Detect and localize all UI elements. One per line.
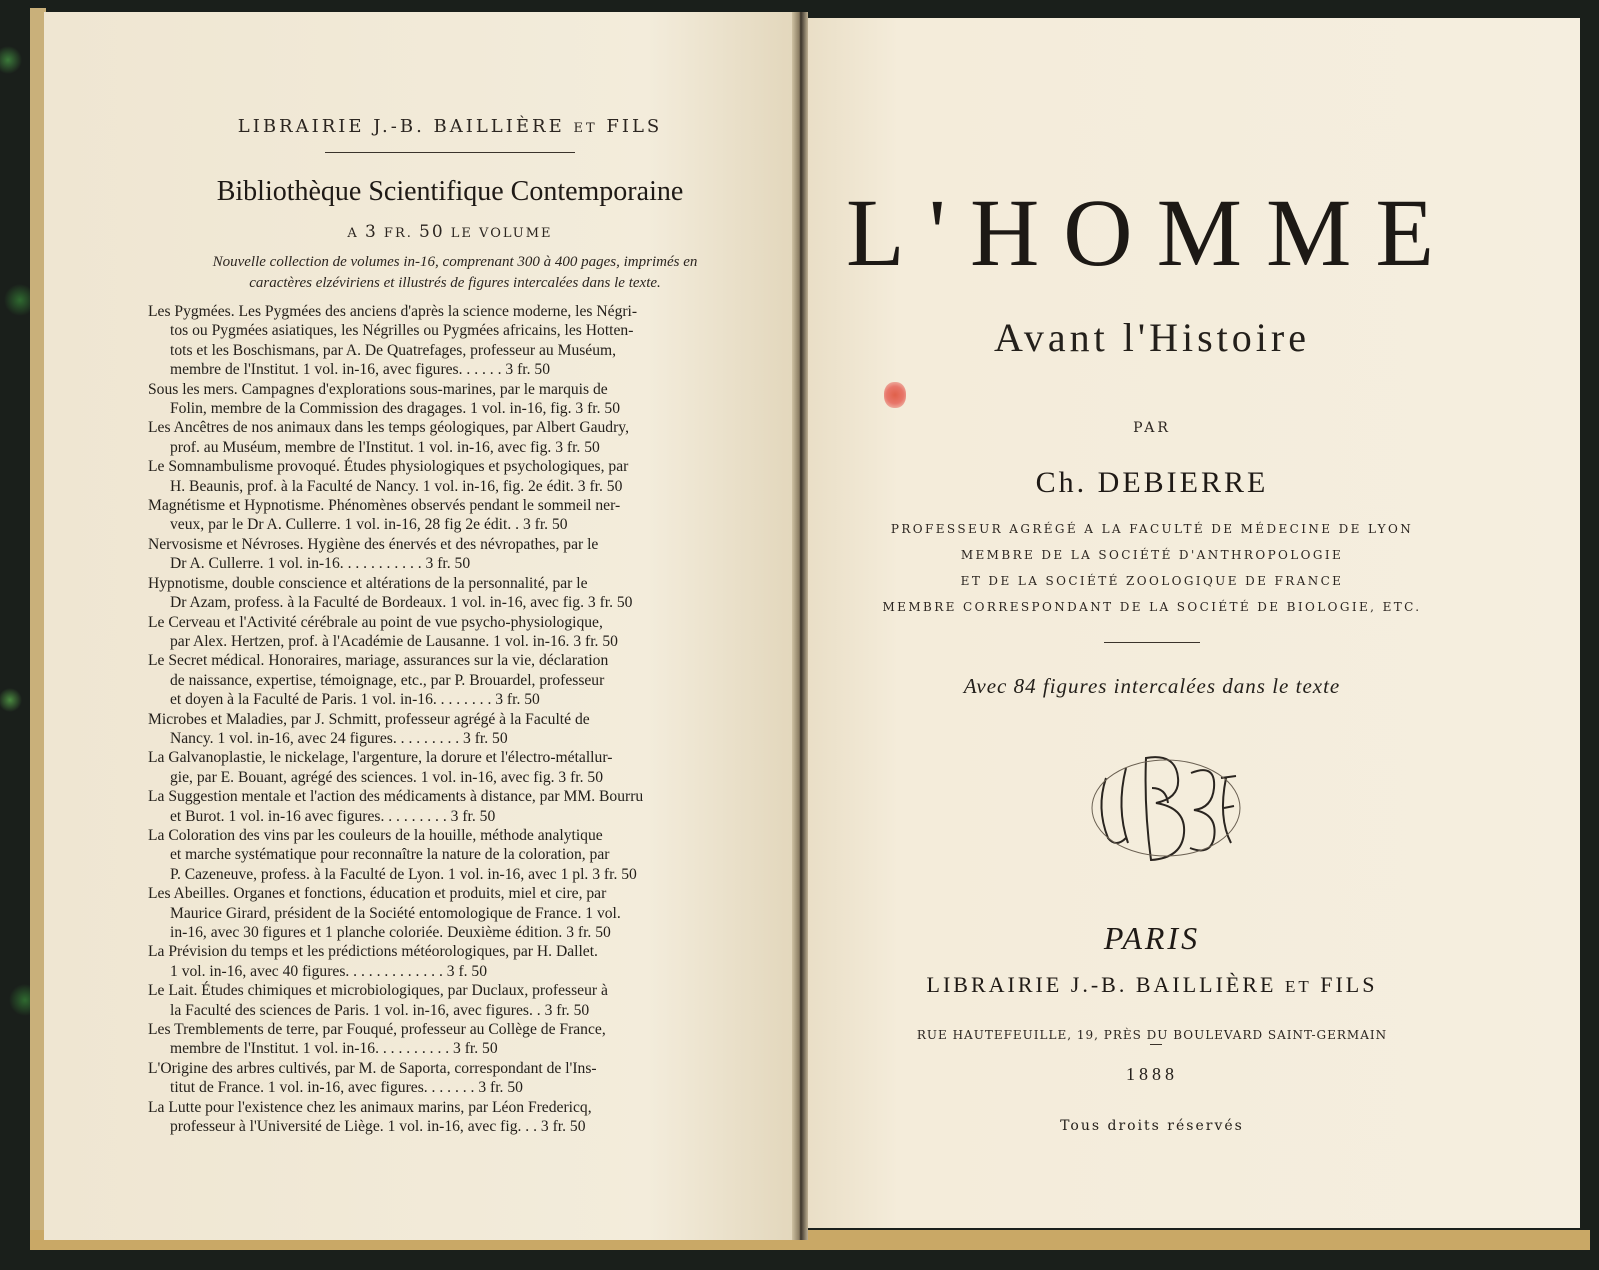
series-title: Bibliothèque Scientifique Contemporaine: [216, 176, 684, 207]
catalog-entry-line: P. Cazeneuve, profess. à la Faculté de Lyon. 1 vol. in-16, avec 1 pl. 3 fr. 50: [170, 865, 637, 883]
catalog-entry: [148, 1059, 764, 1098]
catalog-entry-line: par Alex. Hertzen, prof. à l'Académie de Lausanne. 1 vol. in-16. 3 fr. 50: [170, 632, 618, 650]
catalog-entry-line: Maurice Girard, président de la Société entomologique de France. 1 vol.: [170, 904, 621, 922]
catalog-entry: [148, 496, 764, 535]
catalog-entry-line: Nervosisme et Névroses. Hygiène des énervés et des névropathes, par le: [148, 535, 599, 553]
catalog-entry-line: Le Secret médical. Honoraires, mariage, assurances sur la vie, déclaration: [148, 652, 609, 670]
catalog-entry-line: et marche systématique pour reconnaître la nature de la coloration, par: [170, 846, 610, 864]
catalog-entry-line: Microbes et Maladies, par J. Schmitt, professeur agrégé à la Faculté de: [148, 710, 590, 728]
title-rule: [1104, 642, 1200, 643]
catalog-entry-line: L'Origine des arbres cultivés, par M. de Saporta, correspondant de l'Ins-: [148, 1059, 597, 1077]
catalog-entry: [148, 981, 764, 1020]
catalog-entries: [148, 302, 764, 1136]
intro-line: caractères elzéviriens et illustrés de figures intercalées dans le texte.: [249, 275, 661, 291]
catalog-entry-line: Magnétisme et Hypnotisme. Phénomènes observés pendant le sommeil ner-: [148, 497, 621, 515]
book-gutter: [792, 12, 808, 1240]
catalog-entry-line: membre de l'Institut. 1 vol. in-16. . . . . . . . . . 3 fr. 50: [170, 1040, 498, 1058]
catalog-entry-line: H. Beaunis, prof. à la Faculté de Nancy. 1 vol. in-16, fig. 2e édit. 3 fr. 50: [170, 477, 623, 495]
catalog-entry-line: de naissance, expertise, témoignage, etc., par P. Brouardel, professeur: [170, 671, 605, 689]
rights-notice: Tous droits réservés: [1060, 1118, 1244, 1134]
catalog-entry: [148, 710, 764, 749]
catalog-entry-line: gie, par E. Bouant, agrégé des sciences. 1 vol. in-16, avec fig. 3 fr. 50: [170, 768, 604, 786]
red-stain: [884, 382, 906, 408]
catalog-entry: [148, 748, 764, 787]
catalog-entry-line: professeur à l'Université de Liège. 1 vol. in-16, avec fig. . . 3 fr. 50: [170, 1118, 586, 1136]
catalog-entry-line: Le Lait. Études chimiques et microbiologiques, par Duclaux, professeur à: [148, 982, 608, 1000]
book-title: L'HOMME: [846, 179, 1458, 286]
price-prefix: A: [347, 226, 359, 241]
price-suffix: LE VOLUME: [450, 226, 553, 241]
catalog-entry-line: Hypnotisme, double conscience et altérations de la personnalité, par le: [148, 574, 588, 592]
catalog-entry: [148, 302, 764, 380]
catalog-entry-line: 1 vol. in-16, avec 40 figures. . . . . . . . . . . . . 3 f. 50: [170, 962, 488, 980]
catalog-entry: [148, 613, 764, 652]
catalog-entry-line: in-16, avec 30 figures et 1 planche coloriée. Deuxième édition. 3 fr. 50: [170, 924, 611, 941]
catalog-entry-line: et Burot. 1 vol. in-16 avec figures. . . . . . . . . 3 fr. 50: [170, 807, 496, 825]
publisher-end: FILS: [1320, 972, 1378, 997]
publisher-main: LIBRAIRIE J.-B. BAILLIÈRE: [926, 972, 1277, 997]
catalog-entry-line: et doyen à la Faculté de Paris. 1 vol. in-16. . . . . . . . 3 fr. 50: [170, 691, 540, 709]
catalog-entry-line: titut de France. 1 vol. in-16, avec figures. . . . . . . 3 fr. 50: [170, 1079, 523, 1097]
price-francs: 3: [364, 222, 378, 242]
right-publisher: [832, 972, 1472, 998]
city: PARIS: [1103, 920, 1201, 956]
catalog-entry: [148, 826, 764, 884]
catalog-entry-line: tots et les Boschismans, par A. De Quatrefages, professeur au Muséum,: [170, 341, 617, 359]
figures-note: Avec 84 figures intercalées dans le texte: [963, 674, 1341, 698]
catalog-entry-line: La Coloration des vins par les couleurs de la houille, méthode analytique: [148, 826, 603, 844]
author-credential: ET DE LA SOCIÉTÉ ZOOLOGIQUE DE FRANCE: [960, 574, 1344, 588]
catalog-entry-line: La Lutte pour l'existence chez les animaux marins, par Léon Fredericq,: [148, 1098, 592, 1116]
catalog-entry: [148, 942, 764, 981]
left-header-rule: [325, 152, 575, 153]
author-credential: MEMBRE CORRESPONDANT DE LA SOCIÉTÉ DE BIOLOGIE, ETC.: [882, 600, 1422, 614]
catalog-entry: [148, 884, 764, 942]
catalog-entry-line: Folin, membre de la Commission des dragages. 1 vol. in-16, fig. 3 fr. 50: [170, 400, 620, 418]
left-publisher-end: FILS: [606, 116, 663, 137]
address-rule: [1150, 1044, 1162, 1045]
catalog-entry-line: La Galvanoplastie, le nickelage, l'argenture, la dorure et l'électro-métallur-: [148, 749, 613, 767]
catalog-entry-line: la Faculté des sciences de Paris. 1 vol. in-16, avec figures. . 3 fr. 50: [170, 1001, 590, 1019]
catalog-entry: [148, 380, 764, 419]
catalog-entry: [148, 457, 764, 496]
catalog-entry-line: veux, par le Dr A. Cullerre. 1 vol. in-16, 28 fig 2e édit. . 3 fr. 50: [170, 516, 568, 534]
catalog-entry-line: Dr Azam, profess. à la Faculté de Bordeaux. 1 vol. in-16, avec fig. 3 fr. 50: [170, 594, 633, 612]
catalog-entry-line: Nancy. 1 vol. in-16, avec 24 figures. . . . . . . . . 3 fr. 50: [170, 729, 508, 747]
catalog-entry-line: membre de l'Institut. 1 vol. in-16, avec figures. . . . . . 3 fr. 50: [170, 361, 551, 379]
catalog-entry: [148, 1020, 764, 1059]
catalog-entry: [148, 418, 764, 457]
author-credential: PROFESSEUR AGRÉGÉ A LA FACULTÉ DE MÉDECINE DE LYON: [890, 522, 1414, 536]
book-subtitle: Avant l'Histoire: [994, 315, 1310, 360]
catalog-entry-line: Dr A. Cullerre. 1 vol. in-16. . . . . . . . . . . 3 fr. 50: [170, 555, 471, 573]
catalog-entry-line: Le Somnambulisme provoqué. Études physiologiques et psychologiques, par: [148, 458, 629, 476]
catalog-entry: [148, 535, 764, 574]
catalog-entry-line: Sous les mers. Campagnes d'explorations sous-marines, par le marquis de: [148, 380, 608, 398]
author-credential: MEMBRE DE LA SOCIÉTÉ D'ANTHROPOLOGIE: [960, 548, 1344, 562]
left-publisher-et: ET: [573, 121, 598, 136]
author-name: Ch. DEBIERRE: [1035, 466, 1269, 499]
catalog-entry: [148, 574, 764, 613]
price-centimes: 50: [419, 222, 445, 242]
left-publisher-main: LIBRAIRIE J.-B. BAILLIÈRE: [237, 116, 565, 137]
catalog-entry-line: tos ou Pygmées asiatiques, les Négrilles ou Pygmées africains, les Hotten-: [170, 322, 634, 340]
catalog-entry-line: prof. au Muséum, membre de l'Institut. 1 vol. in-16, avec fig. 3 fr. 50: [170, 438, 600, 456]
series-price: [150, 222, 750, 242]
catalog-entry-line: La Prévision du temps et les prédictions météorologiques, par H. Dallet.: [148, 943, 598, 961]
publisher-monogram-icon: [1086, 748, 1246, 868]
catalog-entry-line: Les Ancêtres de nos animaux dans les temps géologiques, par Albert Gaudry,: [148, 419, 629, 437]
catalog-entry-line: Le Cerveau et l'Activité cérébrale au point de vue psycho-physiologique,: [148, 613, 603, 631]
left-publisher-header: [150, 116, 750, 137]
catalog-entry: [148, 651, 764, 709]
catalog-entry-line: Les Tremblements de terre, par Fouqué, professeur au Collège de France,: [148, 1021, 606, 1039]
catalog-entry-line: Les Abeilles. Organes et fonctions, éducation et produits, miel et cire, par: [148, 885, 607, 903]
publisher-et: ET: [1284, 977, 1312, 996]
publisher-address: RUE HAUTEFEUILLE, 19, PRÈS DU BOULEVARD SAINT-GERMAIN: [916, 1028, 1388, 1042]
catalog-entry: [148, 1098, 764, 1137]
catalog-entry-line: La Suggestion mentale et l'action des médicaments à distance, par MM. Bourru: [148, 788, 644, 806]
catalog-entry-line: Les Pygmées. Les Pygmées des anciens d'après la science moderne, les Négri-: [148, 303, 638, 320]
price-fr: FR.: [383, 226, 413, 241]
catalog-entry: [148, 787, 764, 826]
series-intro: [146, 252, 764, 294]
by-label: PAR: [1133, 420, 1171, 436]
intro-line: Nouvelle collection de volumes in-16, comprenant 300 à 400 pages, imprimés en: [212, 254, 698, 270]
publication-year: 1888: [1126, 1064, 1178, 1084]
